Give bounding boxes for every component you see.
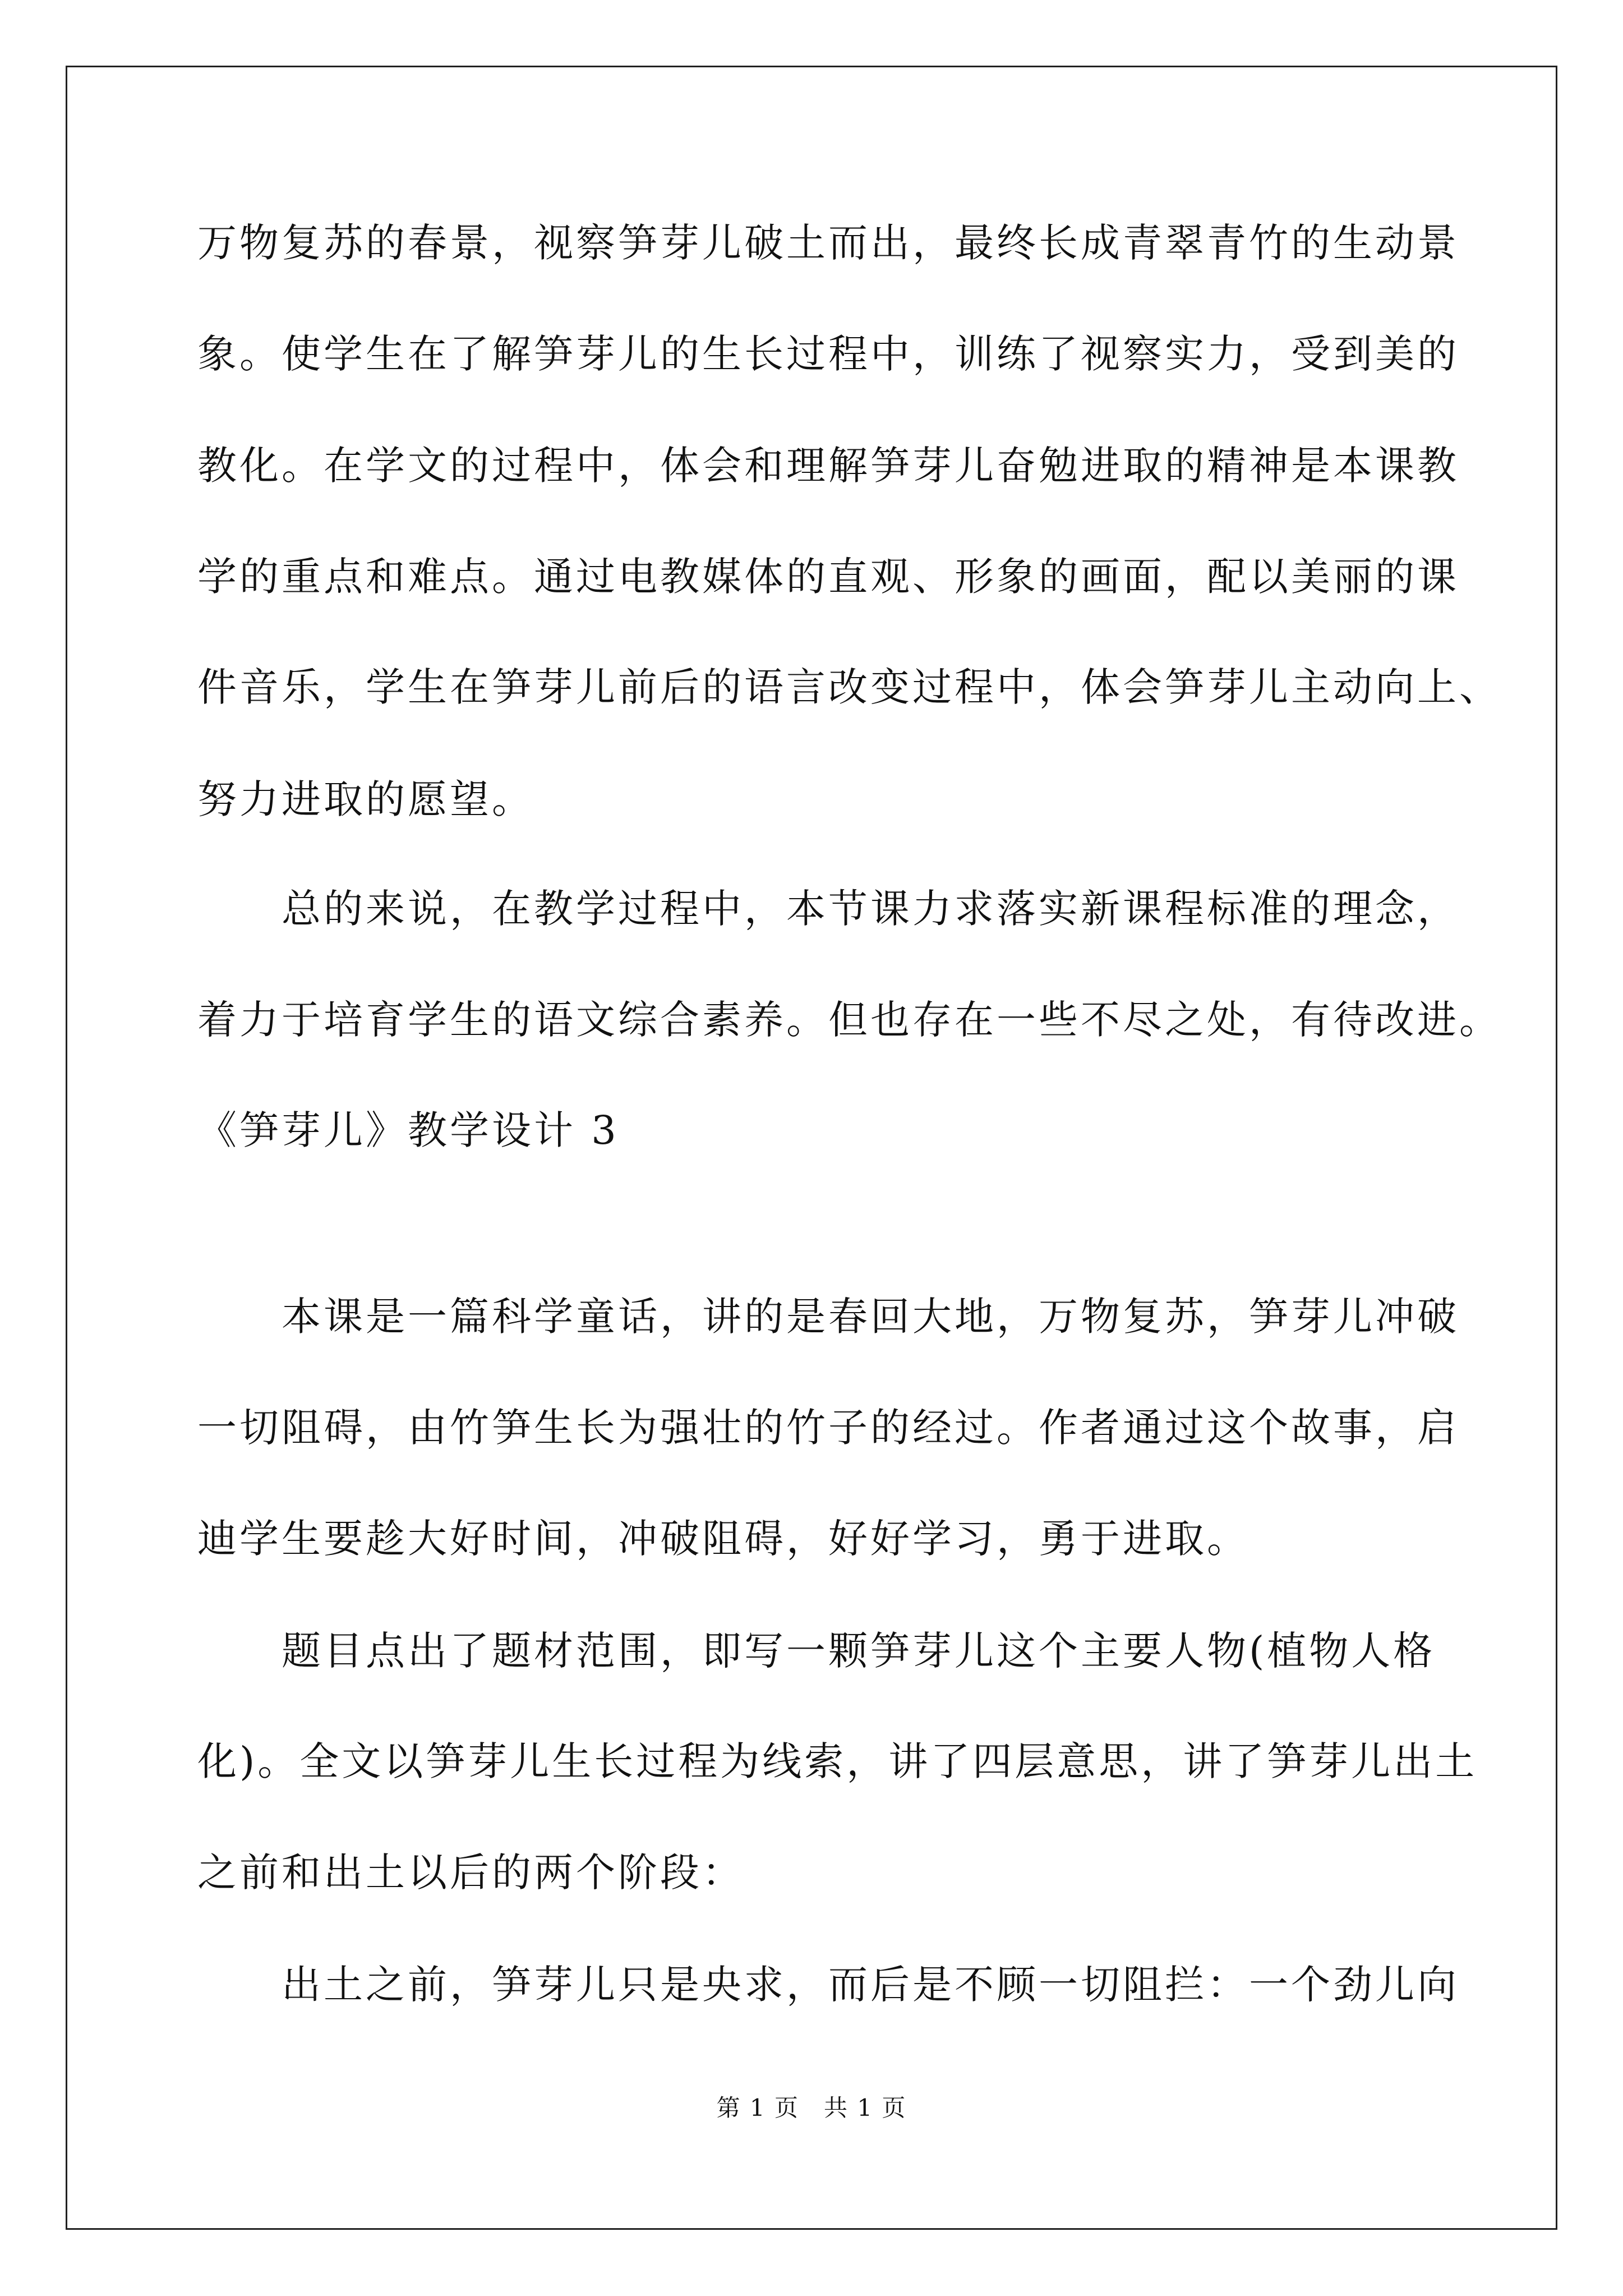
text-line: 着力于培育学生的语文综合素养。但也存在一些不尽之处，有待改进。 — [197, 997, 1501, 1043]
text-line: 万物复苏的春景，视察笋芽儿破土而出，最终长成青翠青竹的生动景 — [197, 220, 1459, 266]
text-line: 件音乐，学生在笋芽儿前后的语言改变过程中，体会笋芽儿主动向上、 — [197, 664, 1501, 710]
text-line: 一切阻碍，由竹笋生长为强壮的竹子的经过。作者通过这个故事，启 — [197, 1405, 1459, 1451]
section-heading: 《笋芽儿》教学设计 3 — [197, 1107, 619, 1153]
paragraph-first-line: 本课是一篇科学童话，讲的是春回大地，万物复苏，笋芽儿冲破 — [282, 1294, 1459, 1340]
paragraph-first-line: 题目点出了题材范围，即写一颗笋芽儿这个主要人物(植物人格 — [282, 1628, 1436, 1674]
page-number-footer: 第 1 页 共 1 页 — [716, 2094, 907, 2122]
text-line: 学的重点和难点。通过电教媒体的直观、形象的画面，配以美丽的课 — [197, 554, 1459, 600]
text-line: 努力进取的愿望。 — [197, 776, 534, 822]
text-line: 化)。全文以笋芽儿生长过程为线索，讲了四层意思，讲了笋芽儿出土 — [197, 1738, 1478, 1784]
text-line: 迪学生要趁大好时间，冲破阻碍，好好学习，勇于进取。 — [197, 1516, 1249, 1562]
text-line: 象。使学生在了解笋芽儿的生长过程中，训练了视察实力，受到美的 — [197, 331, 1459, 377]
text-line: 之前和出土以后的两个阶段： — [197, 1849, 744, 1895]
paragraph-first-line: 总的来说，在教学过程中，本节课力求落实新课程标准的理念， — [282, 886, 1459, 932]
paragraph-first-line: 出土之前，笋芽儿只是央求，而后是不顾一切阻拦：一个劲儿向 — [282, 1962, 1459, 2008]
text-line: 教化。在学文的过程中，体会和理解笋芽儿奋勉进取的精神是本课教 — [197, 443, 1459, 489]
